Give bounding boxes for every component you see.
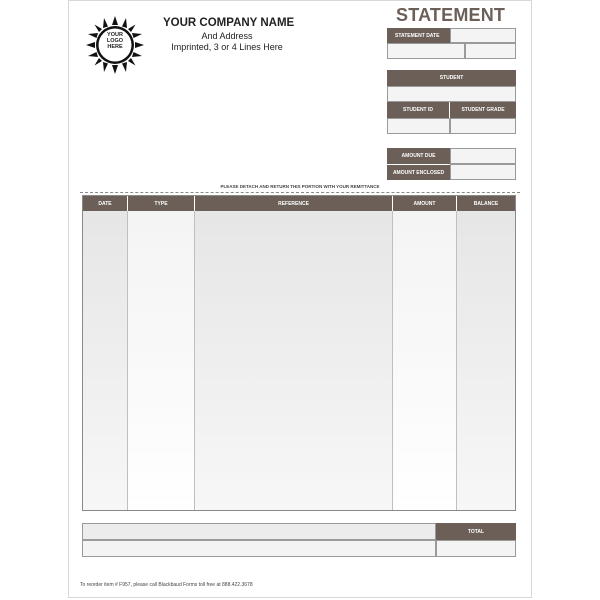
- page-title: STATEMENT: [396, 5, 506, 25]
- total-description-field[interactable]: [82, 523, 436, 540]
- student-grade-label: STUDENT GRADE: [450, 102, 516, 118]
- company-address-line: Imprinted, 3 or 4 Lines Here: [171, 42, 283, 52]
- statement-date-field[interactable]: [450, 28, 516, 43]
- statement-date-label: STATEMENT DATE: [387, 28, 450, 43]
- date-column-field[interactable]: [83, 211, 128, 510]
- reorder-note: To reorder item # F957, please call Blackbaud Forms toll free at 888.422.3678: [80, 582, 253, 588]
- statement-blank-field[interactable]: [387, 43, 465, 59]
- total-amount-field[interactable]: [436, 540, 516, 557]
- detach-divider: [80, 192, 520, 193]
- student-id-label: STUDENT ID: [387, 102, 450, 118]
- student-name-field[interactable]: [387, 86, 516, 102]
- company-name: YOUR COMPANY NAME: [163, 17, 295, 29]
- amount-due-label: AMOUNT DUE: [387, 148, 450, 164]
- amount-column-field[interactable]: [393, 211, 457, 510]
- student-grade-field[interactable]: [450, 118, 516, 134]
- amount-due-field[interactable]: [450, 148, 516, 164]
- column-header-type: TYPE: [128, 196, 195, 211]
- company-address-line: And Address: [201, 31, 253, 41]
- detach-instruction: PLEASE DETACH AND RETURN THIS PORTION WITH YOUR REMITTANCE: [180, 184, 420, 189]
- student-label: STUDENT: [387, 70, 516, 86]
- column-header-date: DATE: [83, 196, 128, 211]
- column-header-reference: REFERENCE: [195, 196, 393, 211]
- column-header-balance: BALANCE: [457, 196, 515, 211]
- balance-column-field[interactable]: [457, 211, 515, 510]
- student-id-field[interactable]: [387, 118, 450, 134]
- amount-enclosed-label: AMOUNT ENCLOSED: [387, 164, 450, 180]
- type-column-field[interactable]: [128, 211, 195, 510]
- total-label: TOTAL: [436, 523, 516, 540]
- total-description-field[interactable]: [82, 540, 436, 557]
- logo-placeholder-text: YOUR LOGO HERE: [106, 32, 124, 50]
- transactions-table: [82, 195, 516, 511]
- reference-column-field[interactable]: [195, 211, 393, 510]
- column-header-amount: AMOUNT: [393, 196, 457, 211]
- amount-enclosed-field[interactable]: [450, 164, 516, 180]
- statement-blank-field[interactable]: [465, 43, 516, 59]
- total-section: [82, 523, 516, 557]
